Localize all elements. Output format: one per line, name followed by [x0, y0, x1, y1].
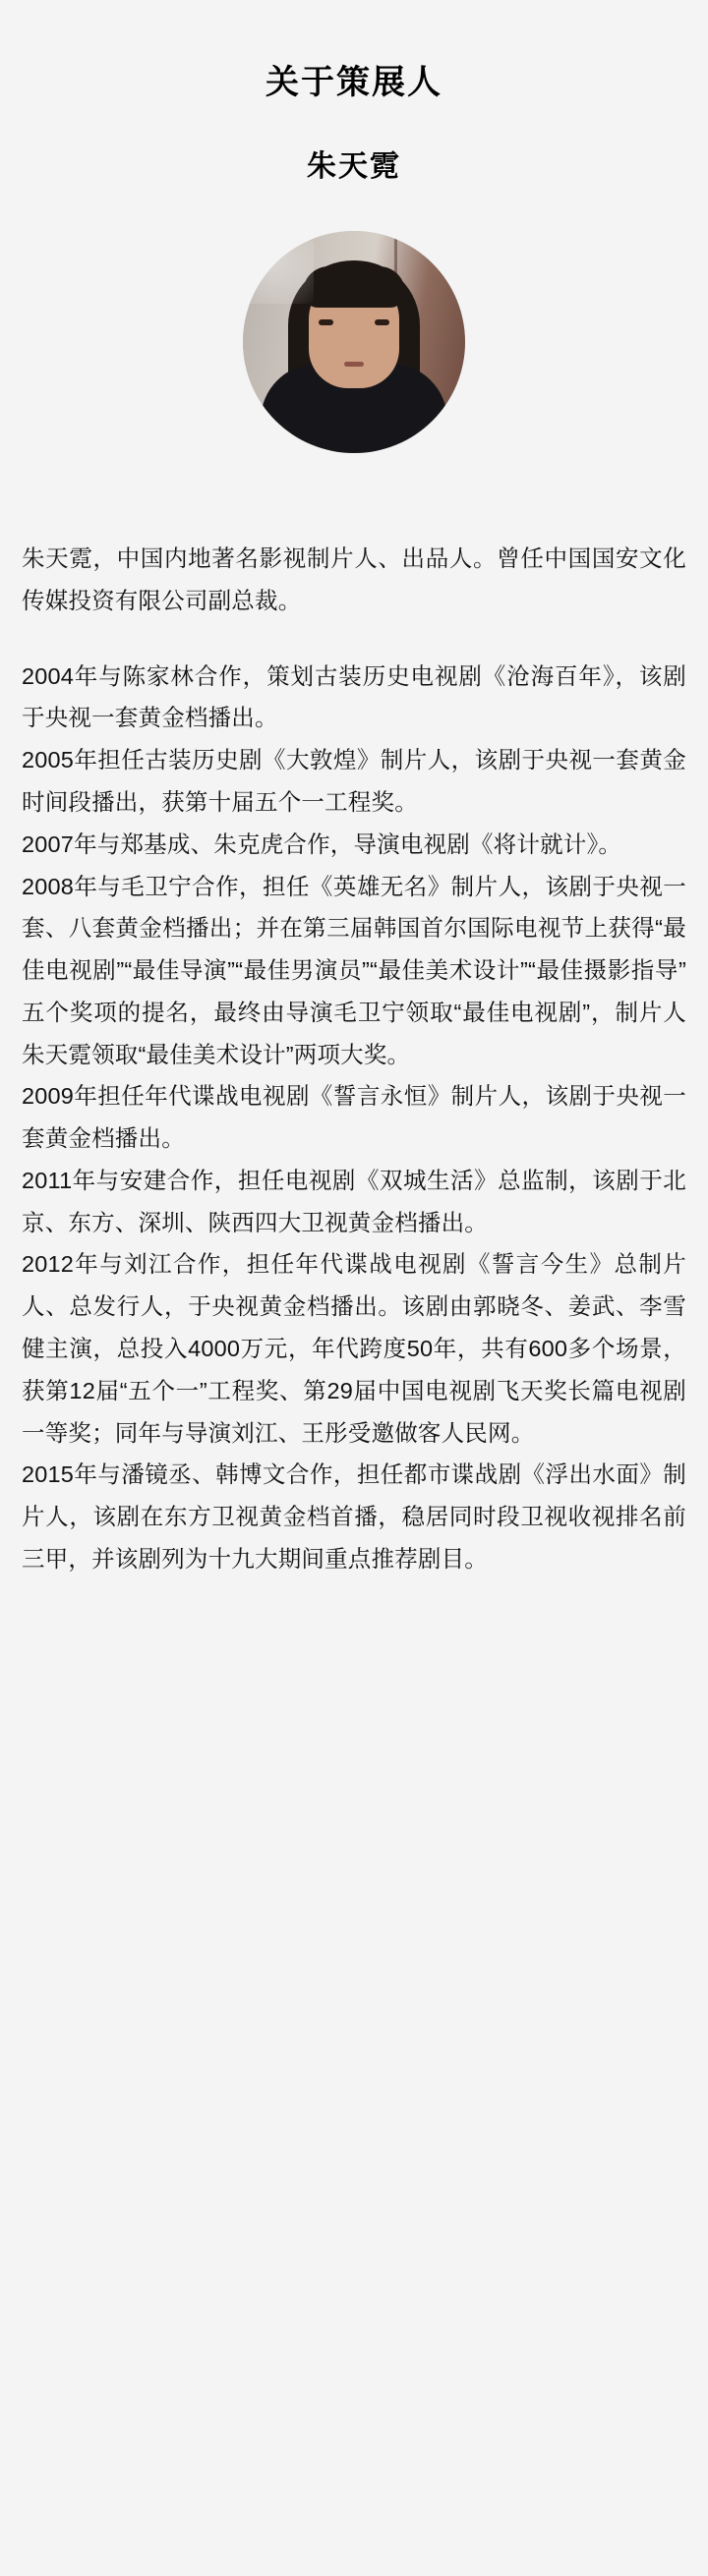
portrait-container	[0, 186, 708, 453]
bio-paragraph-9: 2015年与潘镜丞、韩博文合作，担任都市谍战剧《浮出水面》制片人，该剧在东方卫视黄金档首播，稳居同时段卫视收视排名前三甲，并该剧列为十九大期间重点推荐剧目。	[22, 1461, 686, 1572]
portrait-eye-left	[319, 319, 333, 325]
bio-paragraph-5: 2008年与毛卫宁合作，担任《英雄无名》制片人，该剧于央视一套、八套黄金档播出；并在第三届韩国首尔国际电视节上获得“最佳电视剧”“最佳导演”“最佳男演员”“最佳美术设计”“最佳摄影指导”五个奖项的提名，最终由导演毛卫宁领取“最佳电视剧”，制片人朱天霓领取“最佳美术设计”两项大奖。	[22, 873, 686, 1067]
portrait-mouth	[344, 362, 364, 367]
curator-name: 朱天霓	[307, 150, 401, 184]
bio-paragraph-1: 朱天霓，中国内地著名影视制片人、出品人。曾任中国国安文化传媒投资有限公司副总裁。	[22, 545, 686, 613]
bio-paragraph-6: 2009年担任年代谍战电视剧《誓言永恒》制片人，该剧于央视一套黄金档播出。	[22, 1083, 686, 1152]
portrait-highlight	[251, 241, 314, 304]
bio-paragraph-8: 2012年与刘江合作，担任年代谍战电视剧《誓言今生》总制片人、总发行人，于央视黄金档播出。该剧由郭晓冬、姜武、李雪健主演，总投入4000万元，年代跨度50年，共有600多个场景，获第12届“五个一”工程奖、第29届中国电视剧飞天奖长篇电视剧一等奖；同年与导演刘江、王彤受邀做客人民网。	[22, 1251, 686, 1446]
bio-paragraph-7: 2011年与安建合作，担任电视剧《双城生活》总监制，该剧于北京、东方、深圳、陕西四大卫视黄金档播出。	[22, 1167, 686, 1235]
page-title: 关于策展人	[266, 64, 442, 101]
curator-biography	[0, 453, 708, 1579]
portrait-eye-right	[375, 319, 389, 325]
portrait-fringe	[303, 266, 405, 308]
bio-paragraph-3: 2005年担任古装历史剧《大敦煌》制片人，该剧于央视一套黄金时间段播出，获第十届五个一工程奖。	[22, 747, 686, 816]
bio-paragraph-2: 2004年与陈家林合作，策划古装历史电视剧《沧海百年》，该剧于央视一套黄金档播出。	[22, 662, 686, 731]
bio-paragraph-4: 2007年与郑基成、朱克虎合作，导演电视剧《将计就计》。	[22, 830, 622, 857]
page-header	[0, 0, 708, 186]
curator-portrait-image	[243, 231, 465, 453]
